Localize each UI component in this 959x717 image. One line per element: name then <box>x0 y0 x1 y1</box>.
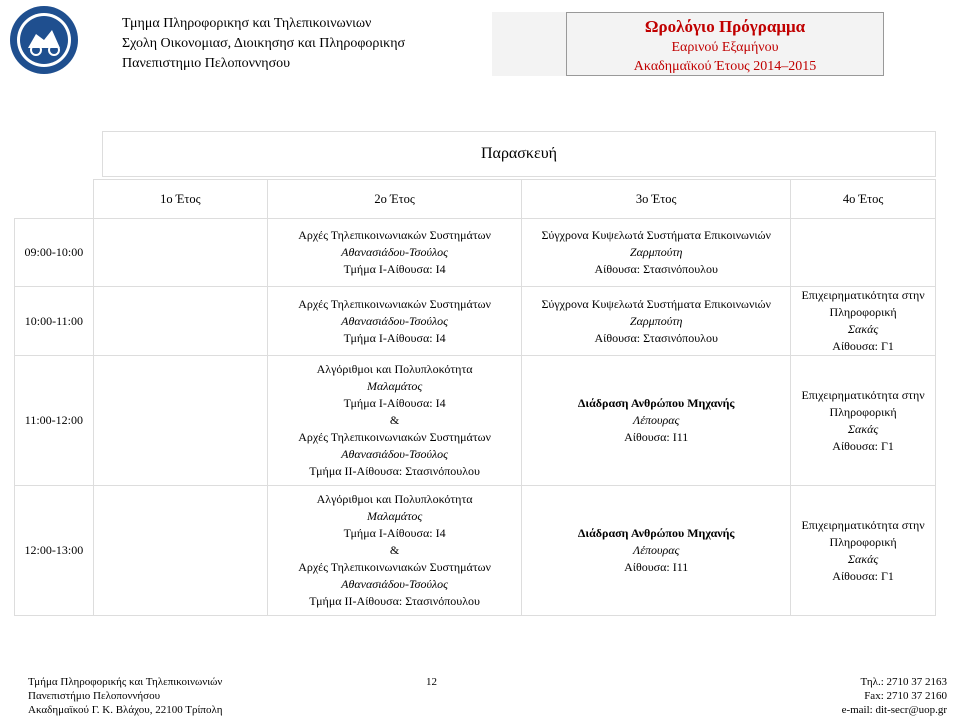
course-line: Επιχειρηματικότητα στην Πληροφορική <box>801 288 925 319</box>
year2-cell <box>268 287 522 356</box>
room-line: Αίθουσα: Γ1 <box>832 438 894 453</box>
year-header-row <box>15 180 936 219</box>
year3-cell <box>522 486 791 616</box>
schedule-row <box>15 287 936 356</box>
professor-name: Σακάς <box>847 421 879 436</box>
professor-name: Ζαρμπούτη <box>629 245 683 259</box>
course-line: Αρχές Τηλεπικοινωνιακών Συστημάτων <box>298 296 491 311</box>
time-slot: 09:00-10:00 <box>15 219 94 287</box>
year4-cell <box>791 287 936 356</box>
professor-name: Αθανασιάδου-Τσούλος <box>341 313 449 328</box>
course-line: Αρχές Τηλεπικοινωνιακών Συστημάτων <box>298 228 491 242</box>
course-line: Αλγόριθμοι και Πολυπλοκότητα <box>316 362 473 376</box>
schedule-row <box>15 356 936 486</box>
room-line: Τμήμα Ι-Αίθουσα: Ι4 <box>343 396 446 410</box>
schedule-table <box>14 179 936 616</box>
footer-contact <box>842 675 947 717</box>
time-slot: 11:00-12:00 <box>15 356 94 486</box>
room-line: Αίθουσα: Ι11 <box>624 430 689 444</box>
footer-fax: Fax: 2710 37 2160 <box>864 690 947 702</box>
time-slot: 12:00-13:00 <box>15 486 94 616</box>
year2-cell <box>268 486 522 616</box>
room-line: Αίθουσα: Στασινόπουλου <box>594 330 718 345</box>
page-number: 12 <box>426 676 437 688</box>
room-line: Αίθουσα: Ι11 <box>624 560 689 574</box>
year1-cell <box>93 219 267 287</box>
footer-university: Πανεπιστήμιο Πελοποννήσου <box>28 690 161 702</box>
course-line: Διάδραση Ανθρώπου Μηχανής <box>577 396 735 410</box>
course-line: Αρχές Τηλεπικοινωνιακών Συστημάτων <box>298 430 491 444</box>
year2-cell <box>268 219 522 287</box>
room-line: Τμήμα ΙΙ-Αίθουσα: Στασινόπουλου <box>309 464 480 478</box>
course-line: Επιχειρηματικότητα στην Πληροφορική <box>801 517 925 549</box>
professor-name: Ζαρμπούτη <box>629 313 683 328</box>
course-line: Διάδραση Ανθρώπου Μηχανής <box>577 526 735 540</box>
footer-email: e-mail: dit-secr@uop.gr <box>841 704 947 716</box>
room-line: Τμήμα Ι-Αίθουσα: Ι4 <box>343 526 446 540</box>
header-university: Πανεπιστημιο Πελοποννησου <box>122 56 291 71</box>
course-line: Επιχειρηματικότητα στην Πληροφορική <box>801 387 925 419</box>
schedule-academic-year: Ακαδημαϊκού Έτους 2014–2015 <box>633 59 817 74</box>
schedule-title-box <box>566 12 884 76</box>
footer-street: Ακαδημαϊκού Γ. Κ. Βλάχου, 22100 Τρίπολη <box>28 704 223 716</box>
room-line: Αίθουσα: Στασινόπουλου <box>594 262 718 276</box>
professor-name: Αθανασιάδου-Τσούλος <box>341 577 449 591</box>
year1-cell <box>93 356 267 486</box>
year3-cell <box>522 219 791 287</box>
year3-cell <box>522 356 791 486</box>
university-seal-logo <box>8 4 80 76</box>
professor-name: Αθανασιάδου-Τσούλος <box>341 245 449 259</box>
year-header: 1ο Έτος <box>93 180 267 219</box>
year4-cell <box>791 356 936 486</box>
schedule-title: Ωρολόγιο Πρόγραμμα <box>644 17 806 36</box>
room-line: Τμήμα Ι-Αίθουσα: Ι4 <box>343 262 446 276</box>
year3-cell <box>522 287 791 356</box>
room-line: Αίθουσα: Γ1 <box>832 568 894 583</box>
course-line: Αρχές Τηλεπικοινωνιακών Συστημάτων <box>298 560 491 574</box>
room-line: Τμήμα ΙΙ-Αίθουσα: Στασινόπουλου <box>309 594 480 608</box>
footer-address <box>28 675 222 717</box>
year-header: 4ο Έτος <box>791 180 936 219</box>
room-line: Τμήμα Ι-Αίθουσα: Ι4 <box>343 330 446 345</box>
professor-name: Λέπουρας <box>632 413 680 427</box>
professor-name: Σακάς <box>847 551 879 566</box>
professor-name: Αθανασιάδου-Τσούλος <box>341 447 449 461</box>
course-line: Αλγόριθμοι και Πολυπλοκότητα <box>316 492 473 506</box>
header-school: Σχολη Οικονομιασ, Διοικησησ και Πληροφορικησ <box>122 36 406 51</box>
professor-name: Λέπουρας <box>632 543 680 557</box>
room-line: Αίθουσα: Γ1 <box>832 339 894 353</box>
separator: & <box>389 413 400 427</box>
year1-cell <box>93 287 267 356</box>
professor-name: Μαλαμάτος <box>366 509 423 523</box>
course-line: Σύγχρονα Κυψελωτά Συστήματα Επικοινωνιών <box>541 296 771 311</box>
year1-cell <box>93 486 267 616</box>
professor-name: Σακάς <box>847 322 879 336</box>
day-heading: Παρασκευή <box>102 131 936 177</box>
schedule-semester: Εαρινού Εξαμήνου <box>671 40 779 55</box>
schedule-row <box>15 219 936 287</box>
year4-cell <box>791 219 936 287</box>
professor-name: Μαλαμάτος <box>366 379 423 393</box>
separator: & <box>389 543 400 557</box>
schedule-row <box>15 486 936 616</box>
footer-department: Τμήμα Πληροφορικής και Τηλεπικοινωνιών <box>28 676 223 688</box>
course-line: Σύγχρονα Κυψελωτά Συστήματα Επικοινωνιών <box>541 228 771 242</box>
header-shade <box>492 12 566 76</box>
year-header: 2ο Έτος <box>268 180 522 219</box>
footer-phone: Τηλ.: 2710 37 2163 <box>860 676 947 688</box>
institution-header <box>122 14 405 74</box>
year4-cell <box>791 486 936 616</box>
year2-cell <box>268 356 522 486</box>
header-department: Τμημα Πληροφορικησ και Τηλεπικοινωνιων <box>122 16 372 31</box>
year-header: 3ο Έτος <box>522 180 791 219</box>
time-slot: 10:00-11:00 <box>15 287 94 356</box>
time-header <box>15 180 94 219</box>
